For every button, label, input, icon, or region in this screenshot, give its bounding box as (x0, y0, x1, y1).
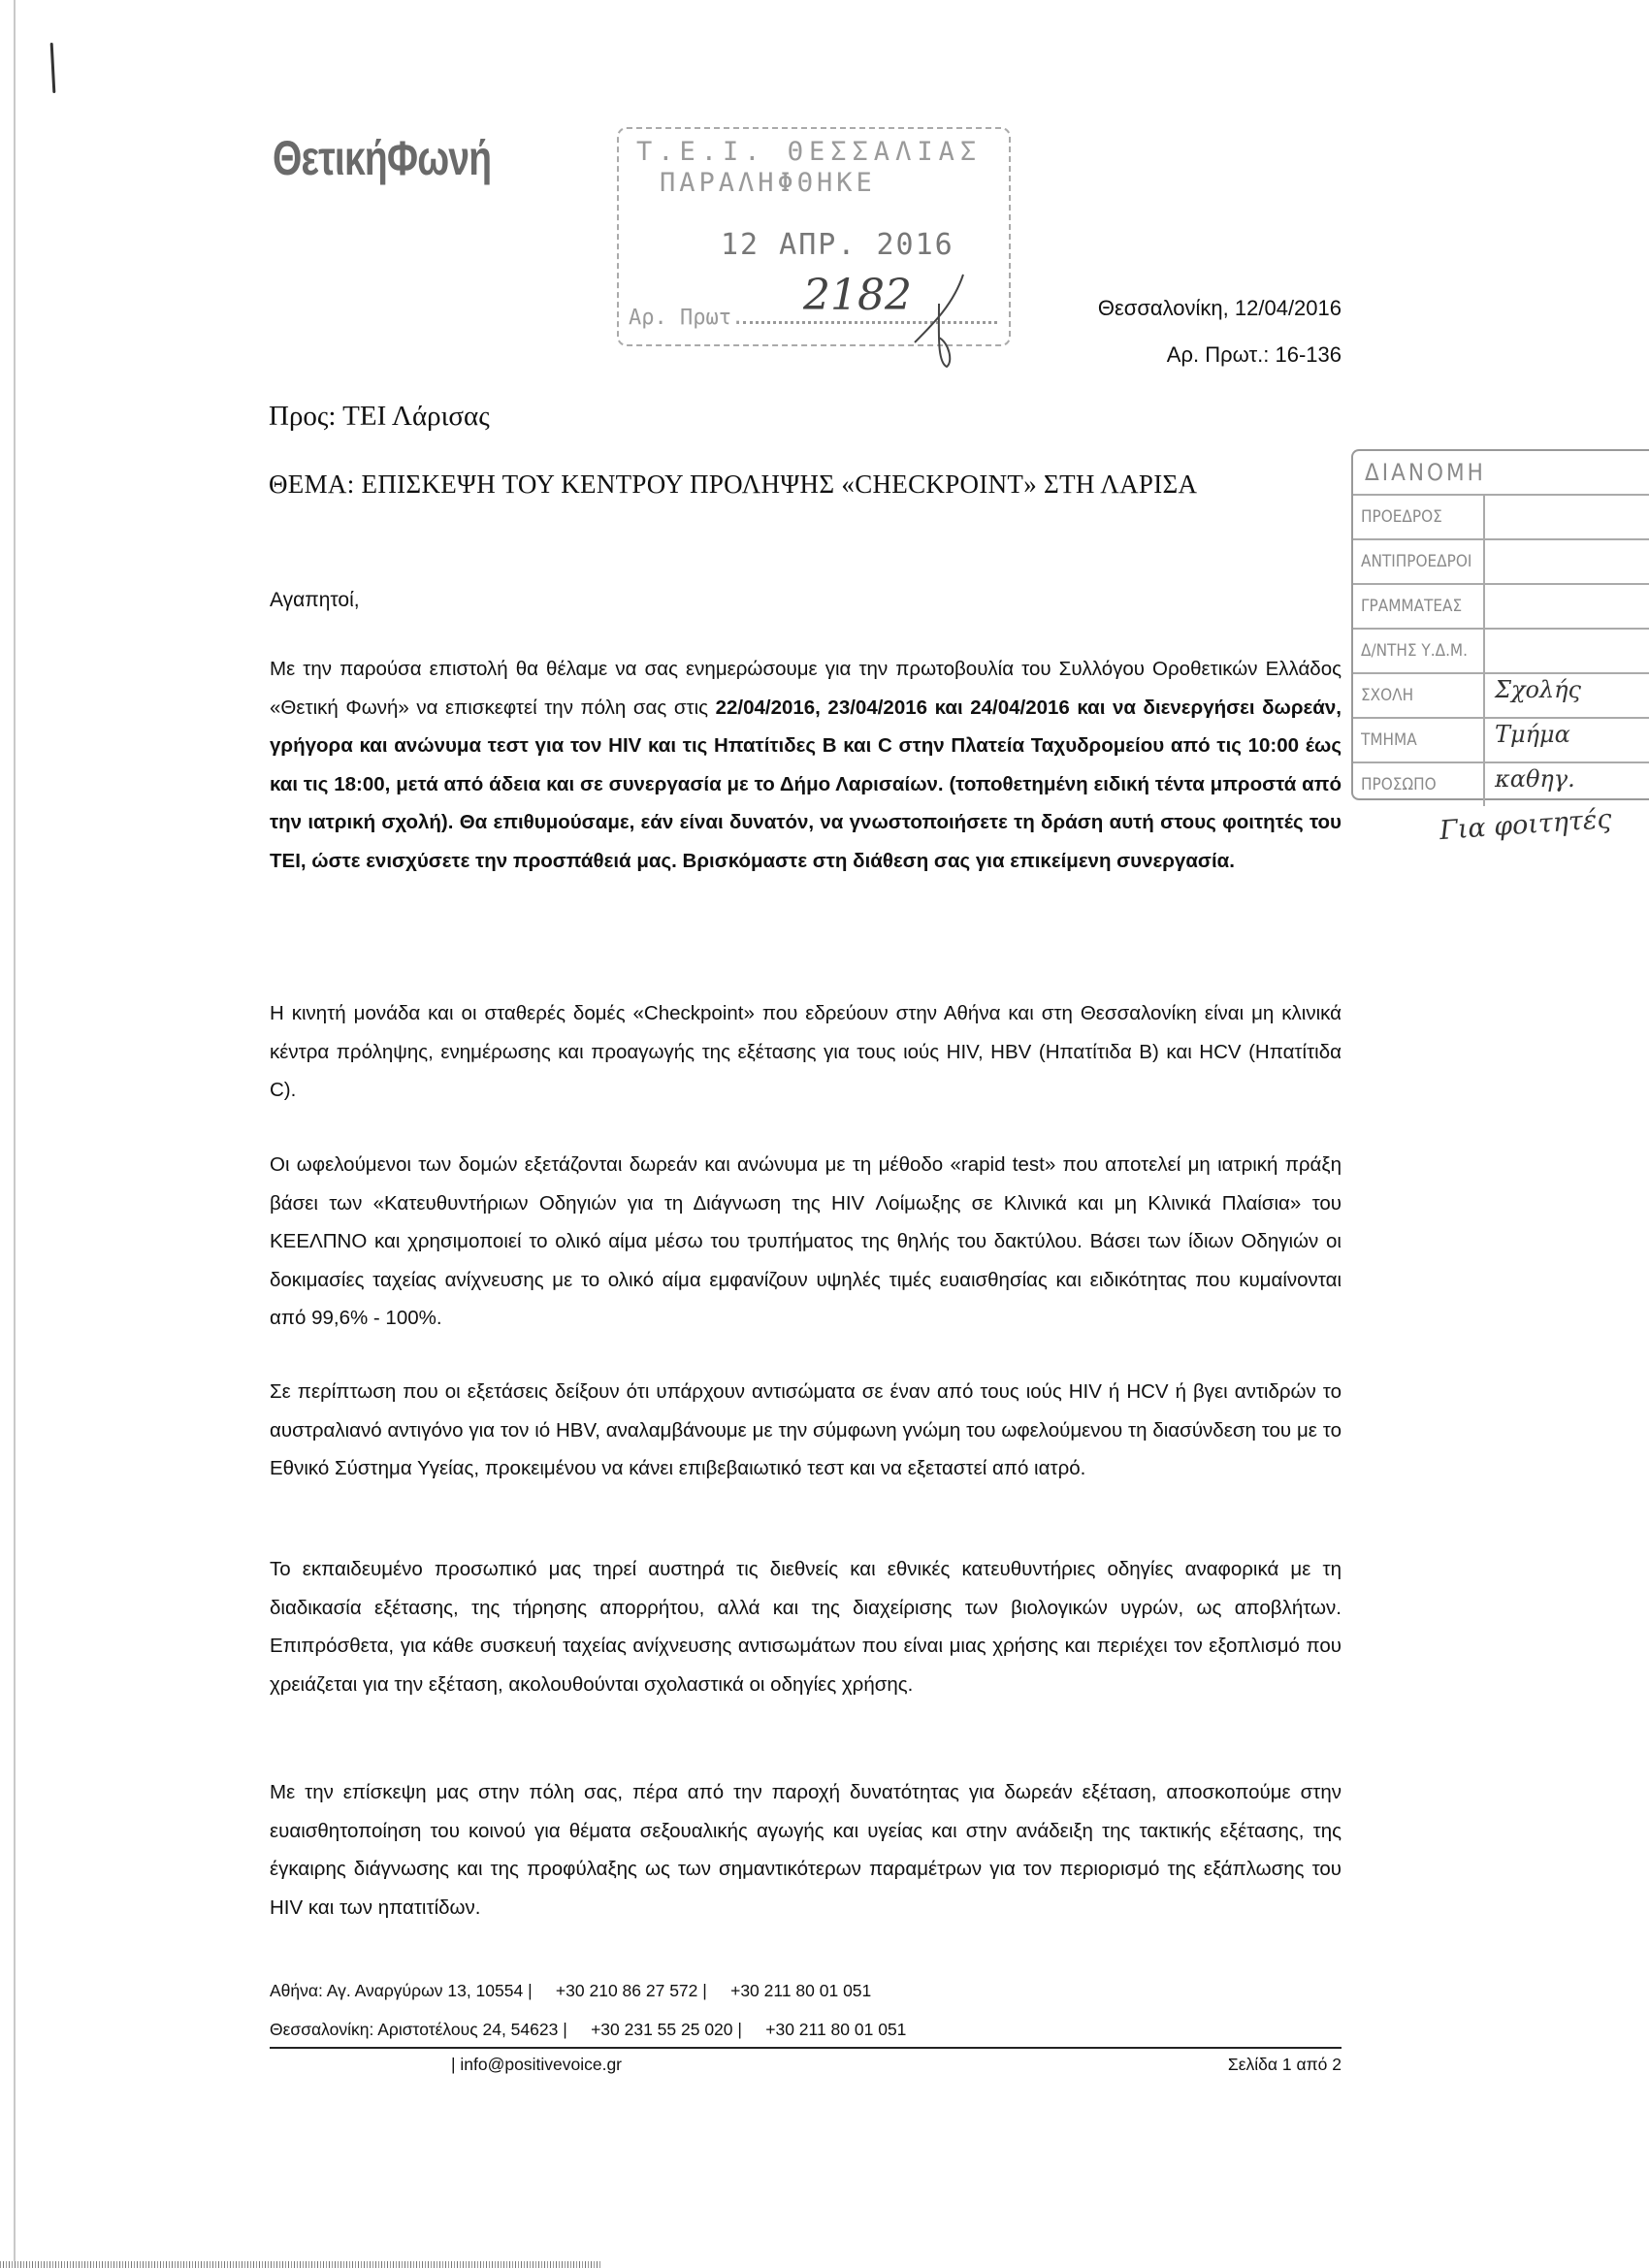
paragraph-1-text: Με την παρούσα επιστολή θα θέλαμε να σας ενημερώσουμε για την πρωτοβουλία του Συλλόγου Οροθετικών Ελλάδος «Θετική Φωνή» να επισκεφτεί την πόλη σας στις (270, 658, 1342, 719)
distribution-row (1353, 630, 1649, 674)
distribution-row (1353, 674, 1649, 719)
place-date: Θεσσαλονίκη, 12/04/2016 (1097, 296, 1342, 320)
scan-artifact (0, 2261, 601, 2268)
distribution-row (1353, 585, 1649, 630)
stamp-received: ΠΑΡΑΛΗΦΘΗΚΕ (660, 168, 876, 198)
distribution-label: ΣΧΟΛΗ (1361, 674, 1485, 717)
distribution-row (1353, 496, 1649, 540)
footer-divider (270, 2047, 1342, 2049)
distribution-value: Σχολής (1495, 676, 1581, 703)
greeting: Αγαπητοί, (270, 589, 360, 611)
distribution-label: Δ/ΝΤΗΣ Υ.Δ.Μ. (1361, 630, 1485, 672)
distribution-row (1353, 719, 1649, 763)
paragraph-6: Με την επίσκεψη μας στην πόλη σας, πέρα από την παροχή δυνατότητας για δωρεάν εξέταση, αποσκοπούμε στην ευαισθητοποίηση του κοινού για θέματα σεξουαλικής αγωγής και υγείας και στην ανάδειξη της τακτικής εξέτασης, της έγκαιρης διάγνωσης και της προφύλαξης ως των σημαντικότερων παραμέτρων για τον περιορισμό της εξάπλωσης του HIV και των ηπατιτίδων. (270, 1781, 1342, 1919)
distribution-value: Τμήμα (1495, 721, 1570, 748)
recipient: Προς: ΤΕΙ Λάρισας (269, 401, 490, 432)
paragraph-4: Σε περίπτωση που οι εξετάσεις δείξουν ότι υπάρχουν αντισώματα σε έναν από τους ιούς HIV ή HCV ή βγει αντιδρών το αυστραλιανό αντιγόνο για τον ιό HBV, αναλαμβάνουμε με την σύμφωνη γνώμη του ωφελούμενου τη διασύνδεση του με το Εθνικό Σύστημα Υγείας, προκειμένου να κάνει επιβεβαιωτικό τεστ και να εξεταστεί από ιατρό. (270, 1380, 1342, 1479)
paragraph-2: Η κινητή μονάδα και οι σταθερές δομές «Checkpoint» που εδρεύουν στην Αθήνα και στη Θεσσαλονίκη είναι μη κλινικά κέντρα πρόληψης, ενημέρωσης και προαγωγής της εξέτασης για τους ιούς HIV, HBV (Ηπατίτιδα Β) και HCV (Ηπατίτιδα C). (270, 1002, 1342, 1101)
organization-logo: ΘετικήΦωνή (273, 131, 492, 185)
paragraph-5: Το εκπαιδευμένο προσωπικό μας τηρεί αυστηρά τις διεθνείς και εθνικές κατευθυντήριες οδηγίες αναφορικά με τη διαδικασία εξέτασης, της τήρησης απορρήτου, αλλά και της διαχείρισης των βιολογικών υγρών, ως αποβλήτων. Επιπρόσθετα, για κάθε συσκευή ταχείας ανίχνευσης αντισωμάτων που είναι μιας χρήσης και περιέχει τον εξοπλισμό που χρειάζεται για την εξέταση, ακολουθούνται σχολαστικά οι οδηγίες χρήσης. (270, 1558, 1342, 1696)
distribution-label: ΤΜΗΜΑ (1361, 719, 1485, 761)
distribution-label: ΠΡΟΕΔΡΟΣ (1361, 496, 1485, 538)
footer-email[interactable]: | info@positivevoice.gr (451, 2055, 622, 2074)
stamp-date: 12 ΑΠΡ. 2016 (721, 228, 954, 262)
distribution-label: ΠΡΟΣΩΠΟ (1361, 763, 1485, 806)
distribution-title: ΔΙΑΝΟΜΗ (1353, 451, 1649, 496)
stamp-protocol-label: Αρ. Πρωτ. (629, 306, 745, 330)
protocol-number: Αρ. Πρωτ.: 16-136 (1166, 342, 1342, 367)
footer-athens: Αθήνα: Αγ. Αναργύρων 13, 10554 | +30 210 86 27 572 | +30 211 80 01 051 (270, 1981, 872, 2000)
distribution-row (1353, 540, 1649, 585)
distribution-stamp (1351, 449, 1649, 800)
subject-heading: ΘΕΜΑ: ΕΠΙΣΚΕΨΗ ΤΟΥ ΚΕΝΤΡΟΥ ΠΡΟΛΗΨΗΣ «CHECKPOINT» ΣΤΗ ΛΑΡΙΣΑ (269, 470, 1198, 499)
handwritten-note: Για φοιτητές (1439, 803, 1613, 847)
pen-mark (50, 43, 56, 93)
paragraph-3: Οι ωφελούμενοι των δομών εξετάζονται δωρεάν και ανώνυμα με τη μέθοδο «rapid test» που αποτελεί μη ιατρική πράξη βάσει των «Κατευθυντήριων Οδηγιών για τη Διάγνωση της HIV Λοίμωξης σε Κλινικά και μη Κλινικά Πλαίσια» του ΚΕΕΛΠΝΟ και χρησιμοποιεί το ολικό αίμα μέσω του τρυπήματος της θηλής του δακτύλου. Βάσει των ίδιων Οδηγιών οι δοκιμασίες ταχείας ανίχνευσης με το ολικό αίμα εμφανίζουν υψηλές τιμές ευαισθησίας και ειδικότητας που κυμαίνονται από 99,6% - 100%. (270, 1153, 1342, 1329)
paragraph-1 (270, 650, 1342, 880)
distribution-value: καθηγ. (1495, 765, 1575, 793)
footer-thessaloniki: Θεσσαλονίκη: Αριστοτέλους 24, 54623 | +30 231 55 25 020 | +30 211 80 01 051 (270, 2020, 907, 2039)
distribution-label: ΑΝΤΙΠΡΟΕΔΡΟΙ (1361, 540, 1485, 583)
stamp-protocol-number: 2182 (803, 271, 912, 320)
signature-mark (910, 265, 968, 372)
stamp-institution: Τ.Ε.Ι. ΘΕΣΣΑΛΙΑΣ (636, 137, 983, 167)
paragraph-1-bold: 22/04/2016, 23/04/2016 και 24/04/2016 και να διενεργήσει δωρεάν, γρήγορα και ανώνυμα τεστ για τον HIV και τις Ηπατίτιδες Β και C στην Πλατεία Ταχυδρομείου από τις 10:00 έως και τις 18:00, μετά από άδεια και σε συνεργασία με το Δήμο Λαρισαίων. (τοποθετημένη ειδική τέντα μπροστά από την ιατρική σχολή). Θα επιθυμούσαμε, εάν είναι δυνατόν, να γνωστοποιήσετε τη δράση αυτή στους φοιτητές του ΤΕΙ, ώστε ενισχύσετε την προσπάθειά μας. Βρισκόμαστε στη διάθεση σας για επικείμενη συνεργασία. (270, 696, 1342, 872)
scan-edge (14, 0, 16, 2268)
letter-header (1098, 285, 1342, 378)
distribution-row (1353, 763, 1649, 806)
page-number: Σελίδα 1 από 2 (1227, 2055, 1342, 2074)
received-stamp (617, 127, 1011, 346)
distribution-label: ΓΡΑΜΜΑΤΕΑΣ (1361, 585, 1485, 628)
